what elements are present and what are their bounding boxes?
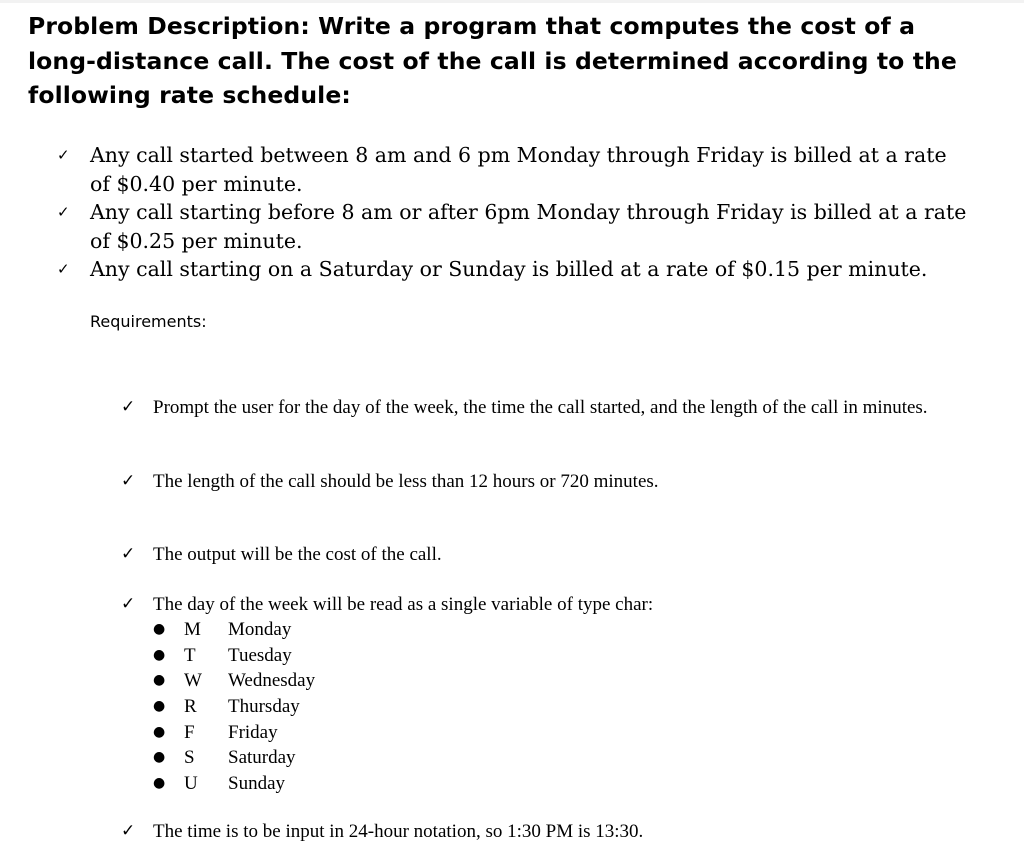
bullet-icon: ● (153, 749, 166, 766)
bullet-icon: ● (153, 775, 166, 792)
day-code-item (0, 643, 400, 669)
day-name: Monday (228, 619, 292, 640)
rate-item-text: Any call starting before 8 am or after 6pm Monday through Friday is billed at a rate of $0.25 per minute. (90, 200, 967, 253)
day-name: Tuesday (228, 644, 292, 666)
bullet-icon: ● (153, 723, 166, 740)
day-code-item (0, 668, 400, 694)
day-code-item (0, 617, 400, 643)
requirement-text: The length of the call should be less than 12 hours or 720 minutes. (153, 471, 659, 492)
rate-item-text: Any call started between 8 am and 6 pm Monday through Friday is billed at a rate of $0.40 per minute. (90, 143, 947, 196)
day-code-item (0, 771, 400, 797)
day-name: Thursday (228, 696, 300, 718)
checkmark-icon: ✓ (57, 260, 70, 278)
day-code: U (184, 773, 198, 795)
day-name: Wednesday (228, 670, 316, 692)
day-name: Sunday (228, 773, 285, 795)
day-code: S (184, 747, 195, 769)
requirement-text: The day of the week will be read as a single variable of type char: (153, 594, 654, 615)
requirement-text: Prompt the user for the day of the week, the time the call started, and the length of the call in minutes. (153, 397, 928, 418)
day-code: W (184, 670, 202, 692)
day-code-item (0, 694, 400, 720)
checkmark-icon: ✓ (121, 594, 136, 614)
problem-description-heading: Problem Description: Write a program that computes the cost of a long-distance call. The cost of the call is determined according to the following rate schedule: (28, 12, 957, 109)
day-code-item (0, 720, 400, 746)
bullet-icon: ● (153, 698, 166, 715)
day-name: Saturday (228, 747, 296, 769)
day-code-item (0, 745, 400, 771)
rate-item (0, 141, 970, 198)
checkmark-icon: ✓ (57, 146, 70, 164)
rate-item (0, 255, 970, 284)
day-code: T (184, 644, 196, 666)
bullet-icon: ● (153, 621, 166, 637)
checkmark-icon: ✓ (121, 821, 136, 841)
day-code: R (184, 696, 197, 718)
bullet-icon: ● (153, 646, 166, 663)
checkmark-icon: ✓ (121, 397, 136, 417)
rate-item (0, 198, 970, 255)
requirement-text: The output will be the cost of the call. (153, 544, 442, 565)
top-border (0, 0, 1024, 3)
day-code: F (184, 721, 195, 743)
checkmark-icon: ✓ (121, 471, 136, 491)
checkmark-icon: ✓ (121, 544, 136, 564)
bullet-icon: ● (153, 672, 166, 689)
rate-item-text: Any call starting on a Saturday or Sunday is billed at a rate of $0.15 per minute. (90, 257, 928, 281)
day-name: Friday (228, 721, 278, 743)
day-code: M (184, 619, 201, 640)
rate-schedule-list (0, 141, 990, 284)
day-code-list (0, 617, 400, 797)
requirement-text: The time is to be input in 24-hour notation, so 1:30 PM is 13:30. (153, 821, 644, 842)
requirements-label: Requirements: (90, 312, 207, 331)
checkmark-icon: ✓ (57, 203, 70, 221)
